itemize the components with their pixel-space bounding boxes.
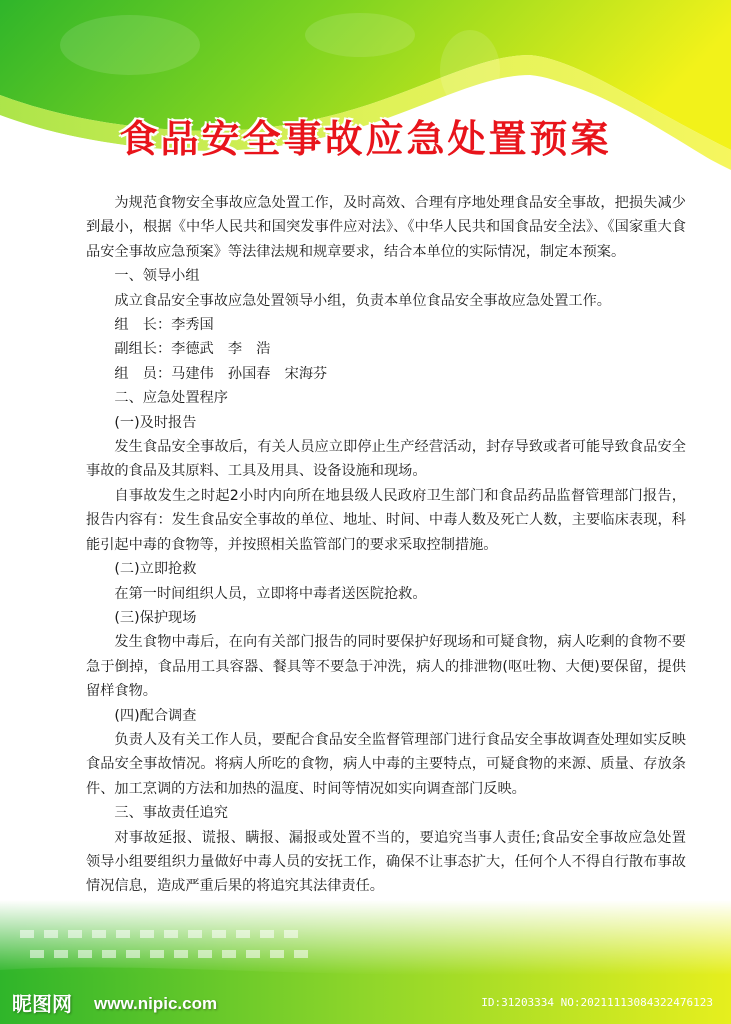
document-body [86,191,686,899]
body-paragraph: 发生食品安全事故后，有关人员应立即停止生产经营活动，封存导致或者可能导致食品安全事故的食品及其原料、工具及用具、设备设施和现场。 [86,439,686,480]
watermark-id: ID:31203334 NO:20211113084322476123 [481,996,713,1009]
page-title: 食品安全事故应急处置预案 [119,117,612,161]
section-heading: 一、领导小组 [114,268,200,285]
section-heading: 三、事故责任追究 [114,805,228,822]
body-paragraph: 发生食物中毒后，在向有关部门报告的同时要保护好现场和可疑食物，病人吃剩的食物不要急于倒掉，食品用工具容器、餐具等不要急于冲洗，病人的排泄物(呕吐物、大便)要保留，提供留样食物。 [86,634,686,700]
body-paragraph: 自事故发生之时起2小时内向所在地县级人民政府卫生部门和食品药品监督管理部门报告，报告内容有：发生食品安全事故的单位、地址、时间、中毒人数及死亡人数，主要临床表现，科能引起中毒的食物等，并按照相关监管部门的要求采取控制措施。 [86,487,686,553]
subsection-heading: (二)立即抢救 [114,561,197,578]
members-line: 组 员：马建伟 孙国春 宋海芬 [114,365,328,382]
deputy-leader-line: 副组长：李德武 李 浩 [114,341,271,358]
body-paragraph: 在第一时间组织人员，立即将中毒者送医院抢救。 [114,585,427,602]
watermark-logo: 昵图网 [12,994,72,1016]
watermark-site: www.nipic.com [94,994,218,1013]
leader-line: 组 长：李秀国 [114,317,214,334]
subsection-heading: (四)配合调查 [114,707,197,724]
body-paragraph: 对事故延报、谎报、瞒报、漏报或处置不当的，要追究当事人责任;食品安全事故应急处置领导小组要组织力量做好中毒人员的安抚工作，确保不让事态扩大，任何个人不得自行散布事故情况信息，造成严重后果的将追究其法律责任。 [86,829,686,895]
subsection-heading: (三)保护现场 [114,609,197,626]
section-heading: 二、应急处置程序 [114,390,228,407]
intro-paragraph: 为规范食物安全事故应急处置工作，及时高效、合理有序地处理食品安全事故，把损失减少到最小，根据《中华人民共和国突发事件应对法》、《中华人民共和国食品安全法》、《国家重大食品安全事故应急预案》等法律法规和规章要求，结合本单位的实际情况，制定本预案。 [86,195,686,260]
body-paragraph: 成立食品安全事故应急处置领导小组，负责本单位食品安全事故应急处置工作。 [114,292,611,309]
subsection-heading: (一)及时报告 [114,414,197,431]
body-paragraph: 负责人及有关工作人员，要配合食品安全监督管理部门进行食品安全事故调查处理如实反映食品安全事故情况。将病人所吃的食物，病人中毒的主要特点，可疑食物的来源、质量、存放条件、加工烹调的方法和加热的温度、时间等情况如实向调查部门反映。 [86,731,686,797]
